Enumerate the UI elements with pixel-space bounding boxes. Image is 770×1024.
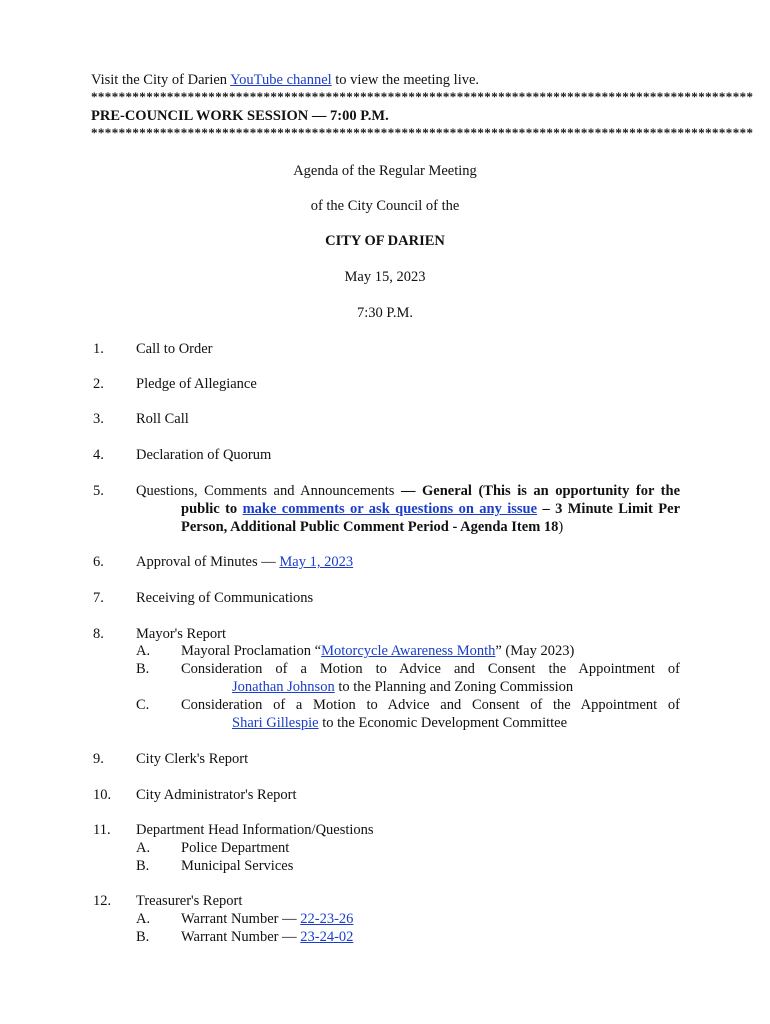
- jonathan-johnson-link[interactable]: Jonathan Johnson: [232, 679, 335, 695]
- proclamation-line: [181, 642, 574, 660]
- item-mayors-report: Mayor's Report: [136, 626, 227, 642]
- minutes-text: Approval of Minutes —: [136, 554, 280, 570]
- questions-bold-a: — General (This is an opportunity for the: [400, 483, 681, 499]
- item-questions-line1: [136, 482, 680, 500]
- proclamation-prefix: Mayoral Proclamation “: [181, 643, 322, 659]
- item-questions-line2: [181, 500, 680, 518]
- item-number: 6.: [93, 554, 104, 570]
- sub-letter: B.: [136, 661, 150, 677]
- appointment-c-suffix: to the Economic Development Committee: [318, 715, 568, 731]
- questions-text: Questions, Comments and Announcements: [136, 483, 401, 499]
- item-number: 11.: [93, 822, 111, 838]
- work-session-heading: [91, 107, 389, 125]
- warrant-b-text: Warrant Number —: [181, 929, 301, 945]
- item-communications: Receiving of Communications: [136, 590, 314, 606]
- item-number: 2.: [93, 376, 104, 392]
- sub-letter: A.: [136, 840, 151, 856]
- questions-close: ): [558, 519, 564, 535]
- sub-letter: B.: [136, 858, 150, 874]
- item-clerk-report: City Clerk's Report: [136, 751, 249, 767]
- municipal-services: Municipal Services: [181, 858, 294, 874]
- item-number: 8.: [93, 626, 104, 642]
- item-number: 1.: [93, 341, 104, 357]
- questions-bold-c: – 3 Minute Limit Per: [537, 501, 680, 517]
- questions-bold-d: Person, Additional Public Comment Period - Agenda Item 18: [181, 519, 559, 535]
- notice-suffix: to view the meeting live.: [331, 72, 480, 88]
- appointment-c-line2: [232, 714, 567, 732]
- youtube-channel-link[interactable]: YouTube channel: [230, 72, 332, 88]
- meeting-time: 7:30 P.M.: [356, 305, 413, 321]
- item-number: 12.: [93, 893, 112, 909]
- item-administrator-report: City Administrator's Report: [136, 787, 297, 803]
- item-number: 9.: [93, 751, 104, 767]
- item-call-to-order: Call to Order: [136, 341, 213, 357]
- notice-prefix: Visit the City of Darien: [91, 72, 231, 88]
- divider-stars-bottom: ************************************************************************************************: [91, 125, 754, 140]
- questions-bold-b: public to: [181, 501, 243, 517]
- warrant-23-24-02-link[interactable]: 23-24-02: [300, 929, 354, 945]
- meeting-date: May 15, 2023: [344, 269, 426, 285]
- sub-letter: A.: [136, 643, 151, 659]
- sub-letter: B.: [136, 929, 150, 945]
- agenda-title-line2: of the City Council of the: [310, 198, 460, 214]
- proclamation-suffix: ” (May 2023): [495, 643, 575, 659]
- item-roll-call: Roll Call: [136, 411, 189, 427]
- warrant-a-text: Warrant Number —: [181, 911, 301, 927]
- item-questions-line3: [181, 518, 563, 536]
- motorcycle-month-link[interactable]: Motorcycle Awareness Month: [321, 643, 496, 659]
- live-stream-notice: [91, 71, 479, 89]
- item-number: 3.: [93, 411, 104, 427]
- item-department-heads: Department Head Information/Questions: [136, 822, 374, 838]
- warrant-b: [181, 928, 353, 946]
- item-pledge: Pledge of Allegiance: [136, 376, 257, 392]
- item-number: 5.: [93, 483, 104, 499]
- public-comment-link[interactable]: make comments or ask questions on any issue: [242, 501, 538, 517]
- item-treasurer-report: Treasurer's Report: [136, 893, 243, 909]
- item-minutes: [136, 553, 353, 571]
- city-name: CITY OF DARIEN: [325, 233, 445, 249]
- divider-stars-top: ************************************************************************************************: [91, 89, 754, 104]
- warrant-22-23-26-link[interactable]: 22-23-26: [300, 911, 354, 927]
- police-department: Police Department: [181, 840, 290, 856]
- agenda-title-line1: Agenda of the Regular Meeting: [293, 163, 477, 179]
- minutes-link[interactable]: May 1, 2023: [279, 554, 354, 570]
- work-session-text: PRE-COUNCIL WORK SESSION — 7:00 P.M.: [91, 108, 389, 124]
- appointment-b-line1: Consideration of a Motion to Advice and Consent the Appointment of: [181, 661, 680, 677]
- item-quorum: Declaration of Quorum: [136, 447, 272, 463]
- item-number: 4.: [93, 447, 104, 463]
- sub-letter: C.: [136, 697, 150, 713]
- appointment-b-suffix: to the Planning and Zoning Commission: [334, 679, 574, 695]
- warrant-a: [181, 910, 353, 928]
- shari-gillespie-link[interactable]: Shari Gillespie: [232, 715, 319, 731]
- sub-letter: A.: [136, 911, 151, 927]
- appointment-b-line2: [232, 678, 573, 696]
- item-number: 7.: [93, 590, 104, 606]
- item-number: 10.: [93, 787, 112, 803]
- appointment-c-line1: Consideration of a Motion to Advice and Consent of the Appointment of: [181, 697, 680, 713]
